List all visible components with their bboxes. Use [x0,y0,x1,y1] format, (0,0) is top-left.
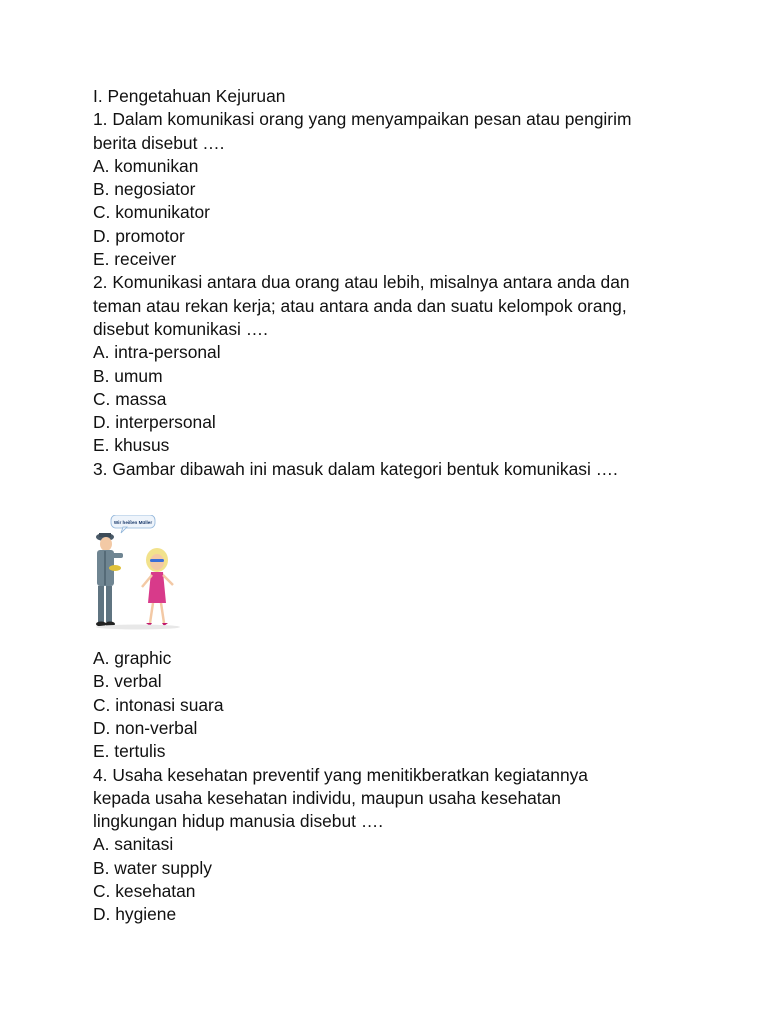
question-2 [93,271,693,457]
answer-option: E. receiver [93,249,177,270]
answer-option: D. non-verbal [93,717,198,738]
question-4 [93,764,693,927]
answer-option: A. graphic [93,648,172,669]
answer-option: D. hygiene [93,904,177,925]
question-text: kepada usaha kesehatan individu, maupun usaha kesehatan [93,787,561,808]
answer-option: B. negosiator [93,179,196,200]
question-text: berita disebut …. [93,132,225,153]
answer-option: D. promotor [93,225,185,246]
answer-option: E. tertulis [93,741,166,762]
answer-option: C. intonasi suara [93,694,224,715]
answer-option: B. verbal [93,671,162,692]
woman-figure [142,548,173,626]
answer-option: C. komunikator [93,202,210,223]
man-figure [96,533,123,627]
answer-option: C. massa [93,388,167,409]
speech-text: Wir heißen Müller [113,519,153,525]
question-text: lingkungan hidup manusia disebut …. [93,811,384,832]
document-page [93,85,693,927]
question-text: 1. Dalam komunikasi orang yang menyampaikan pesan atau pengirim [93,109,632,130]
communication-illustration [93,515,183,630]
answer-option: A. sanitasi [93,834,174,855]
answer-option: C. kesehatan [93,881,196,902]
figure-area [93,481,693,647]
answer-option: B. umum [93,365,163,386]
question-text: 4. Usaha kesehatan preventif yang menitikberatkan kegiatannya [93,764,588,785]
answer-option: E. khusus [93,435,170,456]
answer-option: A. komunikan [93,155,199,176]
question-text: 3. Gambar dibawah ini masuk dalam kategori bentuk komunikasi …. [93,458,618,479]
question-1 [93,108,693,271]
question-text: 2. Komunikasi antara dua orang atau lebih, misalnya antara anda dan [93,272,630,293]
answer-option: B. water supply [93,857,212,878]
question-3 [93,458,693,764]
speech-bubble [111,515,155,533]
question-text: disebut komunikasi …. [93,318,268,339]
answer-option: A. intra-personal [93,342,221,363]
question-text: teman atau rekan kerja; atau antara anda dan suatu kelompok orang, [93,295,627,316]
section-title: I. Pengetahuan Kejuruan [93,86,286,106]
answer-option: D. interpersonal [93,412,216,433]
